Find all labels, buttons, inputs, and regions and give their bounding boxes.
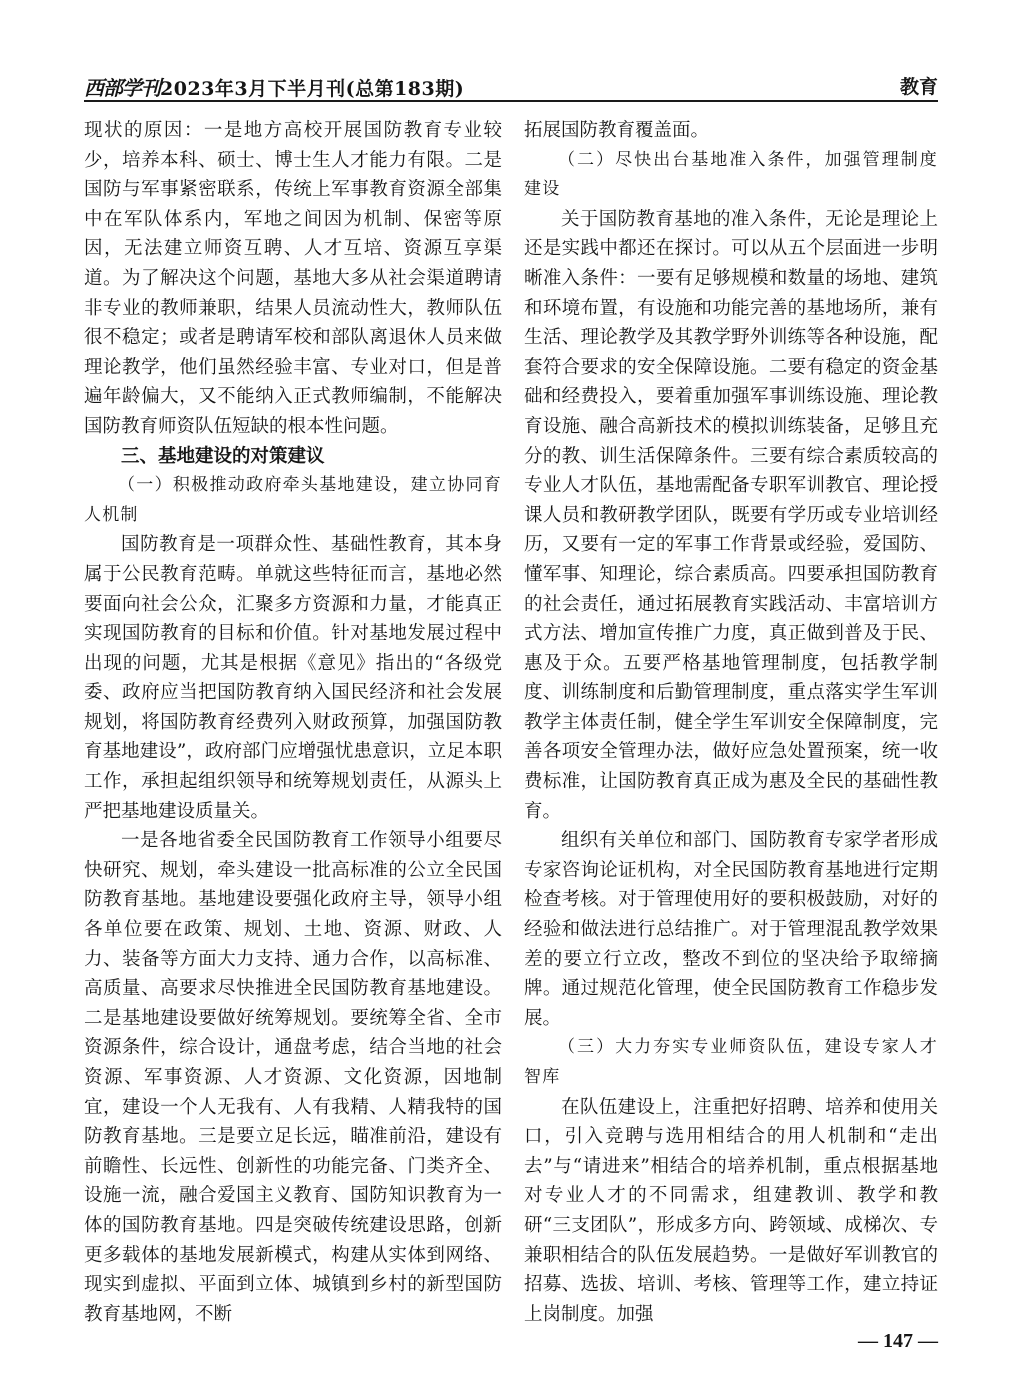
paragraph: 国防教育是一项群众性、基础性教育，其本身属于公民教育范畴。单就这些特征而言，基地必然要面向社会公众，汇聚多方资源和力量，才能真正实现国防教育的目标和价值。针对基地发展过程中出现的问题，尤其是根据《意见》指出的“各级党委、政府应当把国防教育纳入国民经济和社会发展规划，将国防教育经费列入财政预算，加强国防教育基地建设”，政府部门应增强忧患意识，立足本职工作，承担起组织领导和统筹规划责任，从源头上严把基地建设质量关。: [84, 534, 502, 822]
paragraph: 一是各地省委全民国防教育工作领导小组要尽快研究、规划，牵头建设一批高标准的公立全民国防教育基地。基地建设要强化政府主导，领导小组各单位要在政策、规划、土地、资源、财政、人力、装备等方面大力支持、通力合作，以高标准、高质量、高要求尽快推进全民国防教育基地建设。二是基地建设要做好统筹规划。要统筹全省、全市资源条件，综合设计，通盘考虑，结合当地的社会资源、军事资源、人才资源、文化资源，因地制宜，建设一个人无我有、人有我精、人精我特的国防教育基地。三是要立足长远，瞄准前沿，建设有前瞻性、长远性、创新性的功能完备、门类齐全、设施一流，融合爱国主义教育、国防知识教育为一体的国防教育基地。四是突破传统建设思路，创新更多载体的基地发展新模式，构建从实体到网络、现实到虚拟、平面到立体、城镇到乡村的新型国防教育基地网，不断: [84, 830, 502, 1325]
paragraph: 组织有关单位和部门、国防教育专家学者形成专家咨询论证机构，对全民国防教育基地进行定期检查考核。对于管理使用好的要积极鼓励，对好的经验和做法进行总结推广。对于管理混乱教学效果差的要立行立改，整改不到位的坚决给予取缔摘牌。通过规范化管理，使全民国防教育工作稳步发展。: [524, 830, 938, 1029]
subsection-heading: （二）尽快出台基地准入条件，加强管理制度建设: [524, 149, 938, 200]
section-heading: 三、基地建设的对策建议: [121, 445, 325, 467]
paragraph: 现状的原因：一是地方高校开展国防教育专业较少，培养本科、硕士、博士生人才能力有限。二是国防与军事紧密联系，传统上军事教育资源全部集中在军队体系内，军地之间因为机制、保密等原因，无法建立师资互聘、人才互培、资源互享渠道。为了解决这个问题，基地大多从社会渠道聘请非专业的教师兼职，结果人员流动性大，教师队伍很不稳定；或者是聘请军校和部队离退休人员来做理论教学，他们虽然经验丰富、专业对口，但是普遍年龄偏大，又不能纳入正式教师编制，不能解决国防教育师资队伍短缺的根本性问题。: [84, 120, 502, 437]
running-header: [84, 70, 938, 102]
paragraph: 在队伍建设上，注重把好招聘、培养和使用关口，引入竞聘与选用相结合的用人机制和“走出去”与“请进来”相结合的培养机制，重点根据基地对专业人才的不同需求，组建教训、教学和教研“三支团队”，形成多方向、跨领域、成梯次、专兼职相结合的队伍发展趋势。一是做好军训教官的招募、选拔、培训、考核、管理等工作，建立持证上岗制度。加强: [524, 1096, 938, 1325]
paragraph: 关于国防教育基地的准入条件，无论是理论上还是实践中都还在探讨。可以从五个层面进一步明晰准入条件：一要有足够规模和数量的场地、建筑和环境布置，有设施和功能完善的基地场所，兼有生活、理论教学及其教学野外训练等各种设施，配套符合要求的安全保障设施。二要有稳定的资金基础和经费投入，要着重加强军事训练设施、理论教育设施、融合高新技术的模拟训练装备，足够且充分的教、训生活保障条件。三要有综合素质较高的专业人才队伍，基地需配备专职军训教官、理论授课人员和教研教学团队，既要有学历或专业培训经历，又要有一定的军事工作背景或经验，爱国防、懂军事、知理论，综合素质高。四要承担国防教育的社会责任，通过拓展教育实践活动、丰富培训方式方法、增加宣传推广力度，真正做到普及于民、惠及于众。五要严格基地管理制度，包括教学制度、训练制度和后勤管理制度，重点落实学生军训教学主体责任制，健全学生军训安全保障制度，完善各项安全管理办法，做好应急处置预案，统一收费标准，让国防教育真正成为惠及全民的基础性教育。: [524, 208, 938, 822]
paragraph: 拓展国防教育覆盖面。: [524, 120, 710, 141]
journal-logo: 西部学刊: [84, 76, 160, 100]
page-number: — 147 —: [858, 1330, 938, 1352]
right-column: [524, 116, 938, 1329]
section-label: 教育: [899, 76, 938, 98]
subsection-heading: （一）积极推动政府牵头基地建设，建立协同育人机制: [84, 475, 502, 525]
journal-issue: [84, 72, 464, 101]
left-column: [84, 116, 502, 1329]
issue-label: 2023年3月下半月刊(总第183期): [160, 78, 465, 100]
subsection-heading: （三）大力夯实专业师资队伍，建设专家人才智库: [524, 1037, 938, 1087]
